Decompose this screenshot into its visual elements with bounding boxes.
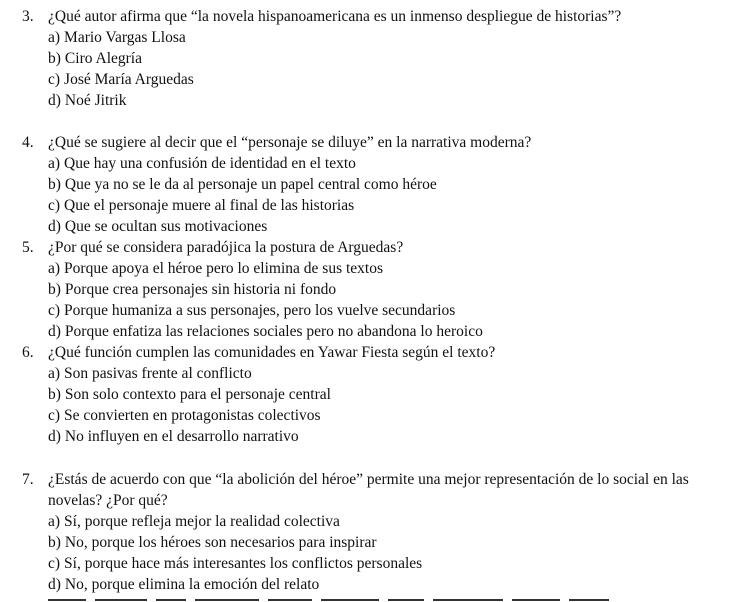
- option-letter: d): [48, 92, 61, 109]
- question-header: [0, 237, 747, 258]
- option-b[interactable]: [0, 384, 747, 405]
- option-text: Que se ocultan sus motivaciones: [64, 218, 268, 235]
- question-4: [0, 132, 747, 237]
- option-text: Que ya no se le da al personaje un papel central como héroe: [64, 176, 437, 193]
- options-list: [0, 363, 747, 447]
- option-text: Que el personaje muere al final de las historias: [64, 197, 355, 214]
- question-5: [0, 237, 747, 342]
- question-6: [0, 342, 747, 447]
- question-text: ¿Qué se sugiere al decir que el “personaje se diluye” en la narrativa moderna?: [48, 134, 532, 151]
- cut-off-text-line: [48, 595, 688, 602]
- question-number: 4.: [22, 134, 34, 151]
- question-header: [0, 342, 747, 363]
- option-text: Porque crea personajes sin historia ni fondo: [64, 281, 337, 298]
- option-d[interactable]: [0, 321, 747, 342]
- option-letter: b): [48, 281, 61, 298]
- option-text: Son pasivas frente al conflicto: [64, 365, 252, 382]
- option-letter: a): [48, 365, 61, 382]
- option-text: No influyen en el desarrollo narrativo: [64, 428, 299, 445]
- question-number: 7.: [22, 471, 34, 488]
- option-letter: b): [48, 176, 61, 193]
- question-text: ¿Qué autor afirma que “la novela hispanoamericana es un inmenso despliegue de historias”?: [48, 8, 622, 25]
- option-text: Sí, porque hace más interesantes los conflictos personales: [64, 555, 423, 572]
- option-d[interactable]: [0, 216, 747, 237]
- option-letter: c): [48, 197, 61, 214]
- option-letter: b): [48, 534, 61, 551]
- option-text: José María Arguedas: [64, 71, 194, 88]
- option-letter: a): [48, 29, 61, 46]
- option-letter: c): [48, 71, 61, 88]
- option-letter: d): [48, 218, 61, 235]
- option-c[interactable]: [0, 405, 747, 426]
- option-text: Sí, porque refleja mejor la realidad colectiva: [64, 513, 340, 530]
- option-text: Se convierten en protagonistas colectivos: [64, 407, 321, 424]
- option-text: No, porque elimina la emoción del relato: [64, 576, 320, 593]
- option-b[interactable]: [0, 532, 747, 553]
- option-c[interactable]: [0, 300, 747, 321]
- option-d[interactable]: [0, 574, 747, 595]
- option-a[interactable]: [0, 27, 747, 48]
- option-letter: a): [48, 513, 61, 530]
- question-header: [0, 469, 747, 511]
- question-number: 6.: [22, 344, 34, 361]
- option-d[interactable]: [0, 426, 747, 447]
- option-a[interactable]: [0, 258, 747, 279]
- question-header: [0, 6, 747, 27]
- option-letter: d): [48, 576, 61, 593]
- option-letter: c): [48, 302, 61, 319]
- question-number: 5.: [22, 239, 34, 256]
- option-letter: c): [48, 555, 61, 572]
- option-c[interactable]: [0, 69, 747, 90]
- option-text: Noé Jitrik: [64, 92, 127, 109]
- option-letter: d): [48, 323, 61, 340]
- option-b[interactable]: [0, 48, 747, 69]
- option-letter: a): [48, 155, 61, 172]
- options-list: [0, 511, 747, 595]
- option-text: Mario Vargas Llosa: [64, 29, 186, 46]
- option-text: Porque apoya el héroe pero lo elimina de sus textos: [64, 260, 384, 277]
- option-a[interactable]: [0, 511, 747, 532]
- options-list: [0, 153, 747, 237]
- option-letter: b): [48, 386, 61, 403]
- option-d[interactable]: [0, 90, 747, 111]
- question-7: [0, 469, 747, 595]
- option-a[interactable]: [0, 363, 747, 384]
- option-letter: b): [48, 50, 61, 67]
- option-letter: c): [48, 407, 61, 424]
- question-3: [0, 6, 747, 111]
- option-text: Que hay una confusión de identidad en el texto: [64, 155, 356, 172]
- option-c[interactable]: [0, 553, 747, 574]
- option-c[interactable]: [0, 195, 747, 216]
- question-text: ¿Por qué se considera paradójica la postura de Arguedas?: [48, 239, 404, 256]
- option-b[interactable]: [0, 174, 747, 195]
- option-b[interactable]: [0, 279, 747, 300]
- option-text: No, porque los héroes son necesarios para inspirar: [64, 534, 377, 551]
- question-header: [0, 132, 747, 153]
- option-text: Porque humaniza a sus personajes, pero los vuelve secundarios: [64, 302, 456, 319]
- option-text: Porque enfatiza las relaciones sociales pero no abandona lo heroico: [64, 323, 483, 340]
- option-text: Son solo contexto para el personaje central: [64, 386, 331, 403]
- question-number: 3.: [22, 8, 34, 25]
- option-text: Ciro Alegría: [64, 50, 142, 67]
- question-text: ¿Estás de acuerdo con que “la abolición del héroe” permite una mejor representación de lo social en las novelas? ¿Por qué?: [48, 471, 689, 509]
- options-list: [0, 27, 747, 111]
- option-a[interactable]: [0, 153, 747, 174]
- option-letter: a): [48, 260, 61, 277]
- question-text: ¿Qué función cumplen las comunidades en Yawar Fiesta según el texto?: [48, 344, 496, 361]
- option-letter: d): [48, 428, 61, 445]
- options-list: [0, 258, 747, 342]
